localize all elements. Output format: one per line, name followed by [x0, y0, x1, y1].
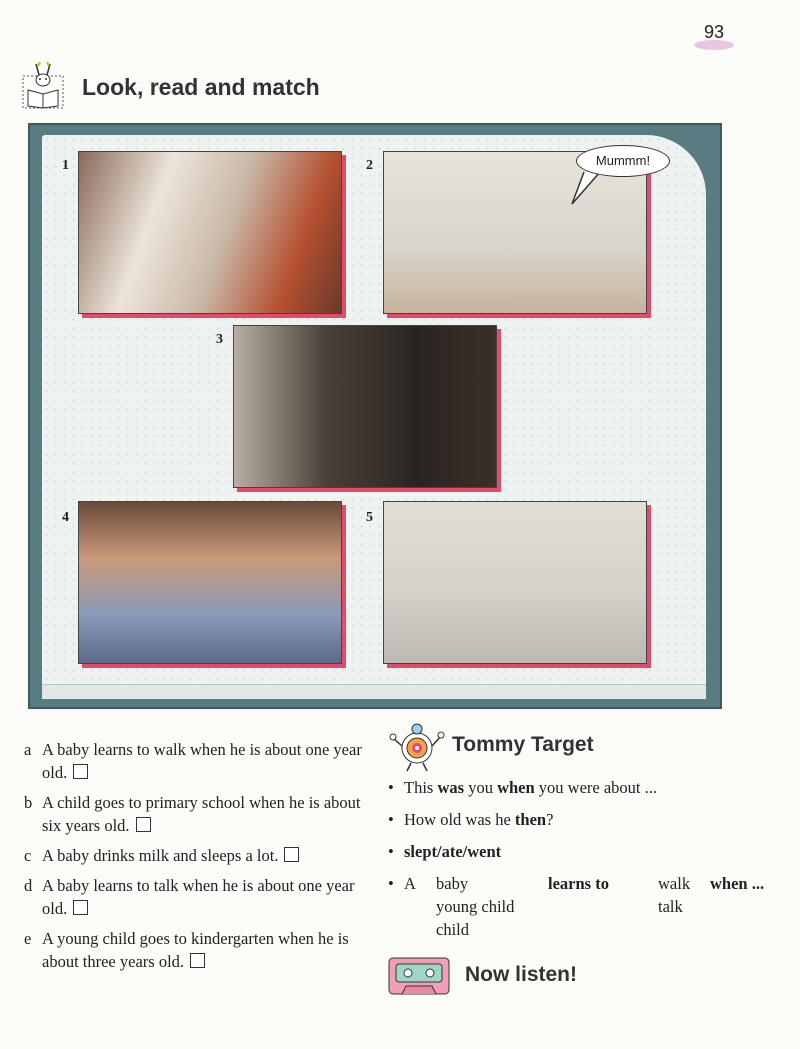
tt-item-3: • slept/ate/went: [388, 842, 502, 861]
photo-number-2: 2: [366, 158, 373, 173]
substitution-table: A baby young child child learns to walk talk when ...: [404, 874, 765, 939]
statement-a: a A baby learns to walk when he is about one year old.: [24, 740, 362, 782]
statement-d: d A baby learns to talk when he is about one year old.: [24, 876, 355, 918]
reading-rabbit-icon: [22, 62, 64, 110]
tt-item-2: • How old was he then?: [388, 810, 554, 829]
board-edge: [42, 684, 706, 699]
tommy-target-mascot-icon: [389, 720, 445, 772]
speech-bubble: Mummm!: [576, 145, 670, 177]
now-listen-heading: Now listen!: [465, 963, 578, 986]
photo-number-1: 1: [62, 158, 69, 173]
statement-list: [24, 738, 364, 980]
photo-number-4: 4: [62, 510, 69, 525]
photo-1-baby-feeding: [78, 151, 342, 314]
photo-3-baby-walking: [233, 325, 497, 488]
answer-box-e[interactable]: [190, 953, 205, 968]
photo-4-kindergarten: [78, 501, 342, 664]
answer-box-c[interactable]: [284, 847, 299, 862]
answer-box-d[interactable]: [73, 900, 88, 915]
tommy-target-title: Tommy Target: [452, 733, 594, 756]
photo-number-5: 5: [366, 510, 373, 525]
statement-e: e A young child goes to kindergarten when he is about three years old.: [24, 929, 349, 971]
answer-box-b[interactable]: [136, 817, 151, 832]
photo-5-school-child: [383, 501, 647, 664]
tommy-target-list: [388, 776, 788, 950]
answer-box-a[interactable]: [73, 764, 88, 779]
cassette-icon: [388, 957, 450, 995]
tt-item-4: • A baby young child child learns to walk talk when ...: [388, 872, 788, 941]
statement-c: c A baby drinks milk and sleeps a lot.: [24, 844, 364, 867]
statement-b: b A child goes to primary school when he is about six years old.: [24, 793, 361, 835]
photo-number-3: 3: [216, 332, 223, 347]
page-number: 93: [694, 22, 734, 48]
page-title: Look, read and match: [82, 74, 320, 100]
tt-item-1: • This was you when you were about ...: [388, 778, 657, 797]
